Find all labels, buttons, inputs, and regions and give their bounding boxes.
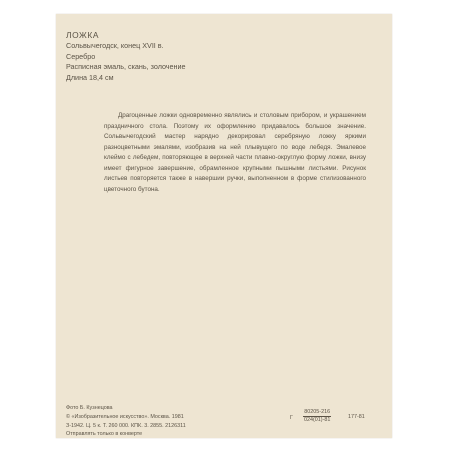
artwork-dimensions: Длина 18,4 см xyxy=(66,72,114,82)
publisher-line: © «Изобразительное искусство». Москва. 1981 xyxy=(66,413,184,420)
artwork-header xyxy=(66,30,366,83)
artwork-title: ЛОЖКА xyxy=(66,30,100,40)
print-details: З-1942. Ц. 5 к. Т. 260 000. КПК. 3. 2855. 2126311 xyxy=(66,422,186,429)
index-fraction xyxy=(303,409,331,424)
artwork-origin: Сольвычегодск, конец XVII в. xyxy=(66,41,164,50)
description-paragraph: Драгоценные ложки одновременно являлись и столовым прибором, и украшением праздничного стола. Поэтому их оформлению придавалось большое значение. Сольвычегодский мастер нарядно декорировал серебряную ложку яркими разноцветными эмалями, изобразив на ней плывущего по воде лебедя. Эмалевое клеймо с лебедем, повторяющее в верхней части плавно-округлую форму ложки, внизу имеет фигурное завершение, обрамленное крупными пышными листьями. Рисунок листьев повторяется также в навершии ручки, выполненном в форме стилизованного цветочного бутона. xyxy=(104,112,366,193)
postcard-back xyxy=(56,14,392,438)
mailing-note: Отправлять только в конверте xyxy=(66,431,143,438)
index-letter: Г xyxy=(290,415,293,421)
publication-info xyxy=(66,404,296,439)
description xyxy=(104,111,366,195)
artwork-technique: Расписная эмаль, скань, золочение xyxy=(66,62,186,72)
index-denominator: 024(01)-81 xyxy=(304,417,331,423)
photo-credit: Фото Б. Кузнецова xyxy=(66,405,113,411)
catalog-index xyxy=(290,409,390,433)
index-numerator: 80205-216 xyxy=(304,409,331,415)
artwork-material: Серебро xyxy=(66,51,96,61)
index-code: 177-81 xyxy=(348,414,365,420)
